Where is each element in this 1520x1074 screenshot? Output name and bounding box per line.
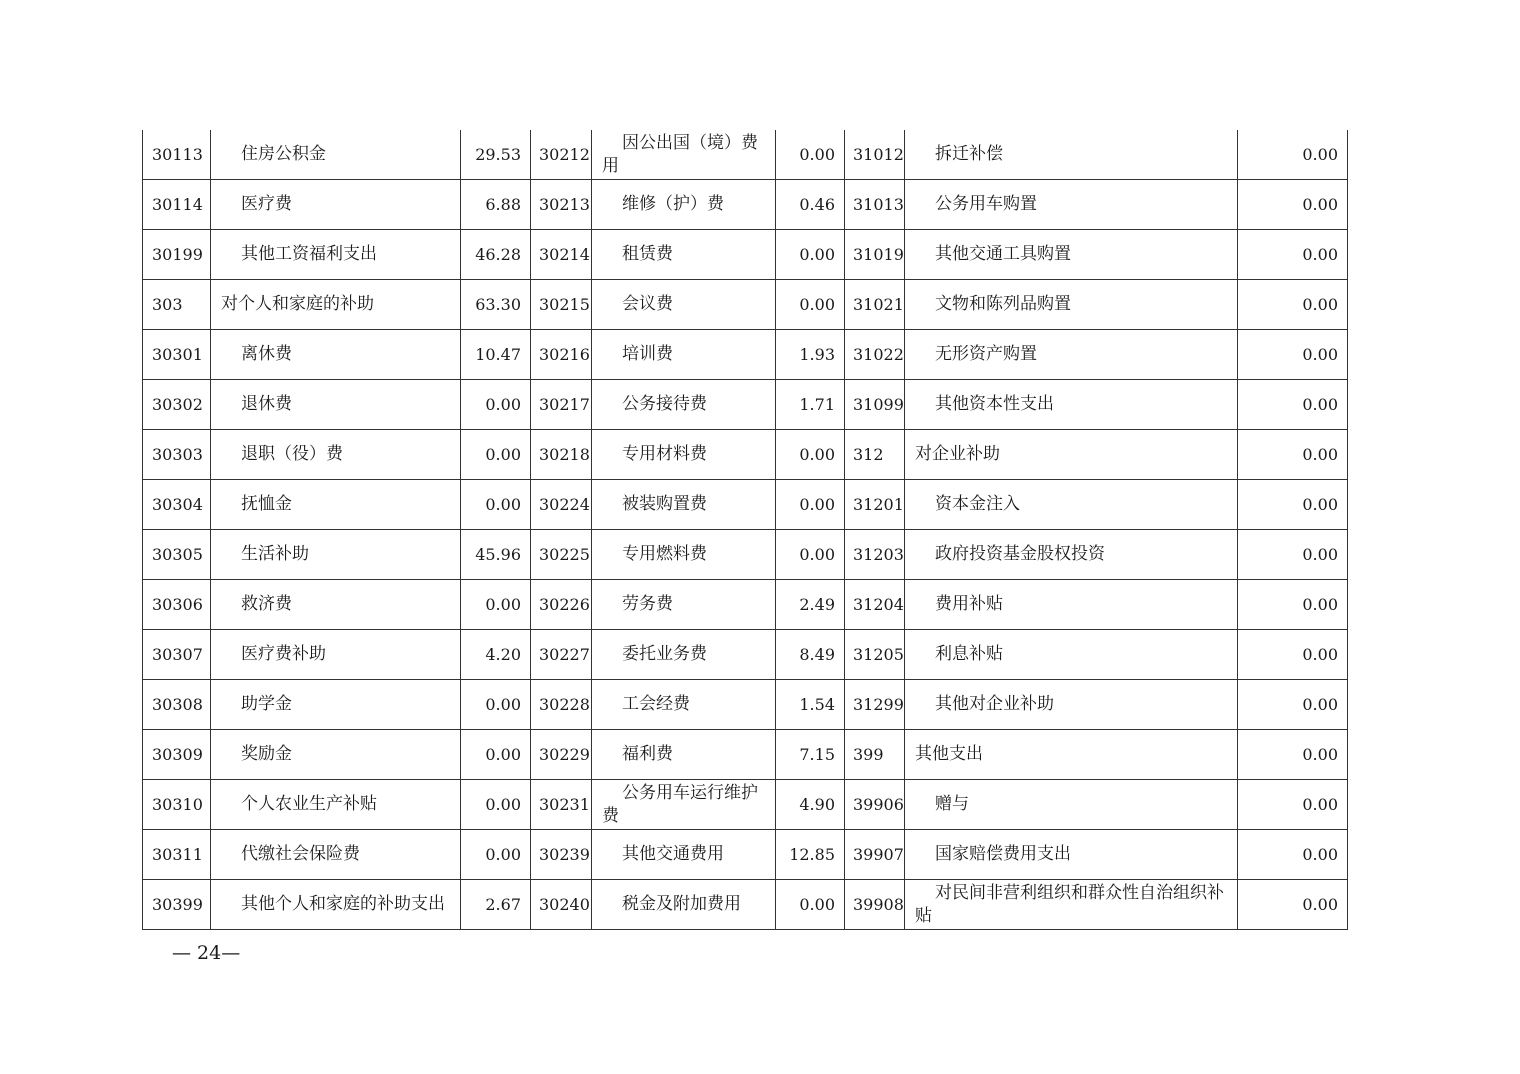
subject-name: 会议费 [622,294,673,314]
table-row [143,480,1348,530]
subject-code-cell: 31021 [845,280,905,330]
subject-name-cell [592,380,776,430]
subject-code-cell: 30114 [143,180,211,230]
subject-name-cell [211,130,461,180]
subject-name: 税金及附加费用 [622,894,741,914]
subject-name: 公务接待费 [622,394,707,414]
amount-cell: 0.00 [776,530,845,580]
amount-cell: 10.47 [461,330,531,380]
subject-code-cell: 30231 [531,780,592,830]
subject-code-cell: 30301 [143,330,211,380]
subject-name: 其他支出 [915,744,983,764]
subject-name-cell [905,480,1238,530]
subject-name-cell [211,530,461,580]
subject-name-cell [905,180,1238,230]
table-row [143,730,1348,780]
table-row [143,530,1348,580]
subject-name: 其他资本性支出 [935,394,1054,414]
subject-name: 利息补贴 [935,644,1003,664]
amount-cell: 0.00 [1238,280,1348,330]
subject-code-cell: 31204 [845,580,905,630]
subject-name: 奖励金 [241,744,292,764]
subject-code-cell: 39906 [845,780,905,830]
subject-code-cell: 30225 [531,530,592,580]
amount-cell: 0.00 [1238,430,1348,480]
subject-code-cell: 31019 [845,230,905,280]
subject-name-cell [905,530,1238,580]
subject-name-cell [211,780,461,830]
subject-code-cell: 30304 [143,480,211,530]
subject-name: 无形资产购置 [935,344,1037,364]
subject-name: 劳务费 [622,594,673,614]
subject-name: 离休费 [241,344,292,364]
subject-name-cell [905,130,1238,180]
subject-name: 其他个人和家庭的补助支出 [241,894,445,914]
subject-code-cell: 30226 [531,580,592,630]
subject-code-cell: 31012 [845,130,905,180]
subject-name: 培训费 [622,344,673,364]
subject-name-cell [592,680,776,730]
table-row [143,230,1348,280]
subject-name-cell [592,430,776,480]
subject-name: 公务用车运行维护费 [602,782,758,826]
amount-cell: 0.00 [1238,830,1348,880]
subject-code-cell: 30309 [143,730,211,780]
table-row [143,630,1348,680]
amount-cell: 0.00 [1238,130,1348,180]
subject-code-cell: 31022 [845,330,905,380]
budget-sheet [142,130,1347,930]
amount-cell: 1.54 [776,680,845,730]
subject-name: 其他工资福利支出 [241,244,377,264]
subject-name-cell [592,630,776,680]
amount-cell: 0.00 [776,430,845,480]
subject-code-cell: 30307 [143,630,211,680]
subject-name-cell [211,230,461,280]
amount-cell: 0.00 [461,680,531,730]
amount-cell: 0.00 [776,230,845,280]
amount-cell: 4.90 [776,780,845,830]
amount-cell: 0.00 [461,780,531,830]
table-row [143,680,1348,730]
amount-cell: 0.00 [1238,480,1348,530]
expenditure-table [142,130,1348,930]
subject-name: 其他对企业补助 [935,694,1054,714]
subject-name: 救济费 [241,594,292,614]
subject-code-cell: 30212 [531,130,592,180]
subject-code-cell: 30305 [143,530,211,580]
amount-cell: 0.00 [1238,530,1348,580]
subject-code-cell: 30302 [143,380,211,430]
subject-name: 因公出国（境）费用 [602,132,758,176]
subject-name: 助学金 [241,694,292,714]
subject-name: 医疗费 [241,194,292,214]
subject-name-cell [592,180,776,230]
table-row [143,330,1348,380]
subject-name: 资本金注入 [935,494,1020,514]
subject-name-cell [905,430,1238,480]
subject-name: 住房公积金 [241,144,326,164]
subject-name-cell [211,630,461,680]
subject-code-cell: 30113 [143,130,211,180]
amount-cell: 8.49 [776,630,845,680]
amount-cell: 0.00 [1238,630,1348,680]
amount-cell: 2.49 [776,580,845,630]
subject-name-cell [905,780,1238,830]
subject-code-cell: 31013 [845,180,905,230]
subject-code-cell: 30229 [531,730,592,780]
subject-code-cell: 30216 [531,330,592,380]
subject-code-cell: 31203 [845,530,905,580]
subject-name-cell [905,830,1238,880]
table-body [143,130,1348,930]
subject-code-cell: 30310 [143,780,211,830]
subject-name-cell [905,280,1238,330]
subject-name-cell [592,280,776,330]
amount-cell: 6.88 [461,180,531,230]
subject-name-cell [905,680,1238,730]
amount-cell: 0.00 [461,730,531,780]
subject-code-cell: 303 [143,280,211,330]
subject-name-cell [211,180,461,230]
amount-cell: 0.00 [461,830,531,880]
subject-name: 退职（役）费 [241,444,343,464]
subject-name: 福利费 [622,744,673,764]
subject-name-cell [211,580,461,630]
amount-cell: 0.00 [1238,680,1348,730]
amount-cell: 0.00 [1238,330,1348,380]
amount-cell: 12.85 [776,830,845,880]
amount-cell: 0.00 [1238,580,1348,630]
subject-name: 专用燃料费 [622,544,707,564]
subject-code-cell: 31205 [845,630,905,680]
amount-cell: 0.00 [776,880,845,930]
subject-name-cell [211,380,461,430]
table-row [143,780,1348,830]
amount-cell: 0.00 [1238,180,1348,230]
amount-cell: 1.93 [776,330,845,380]
table-row [143,880,1348,930]
subject-name: 工会经费 [622,694,690,714]
subject-name-cell [905,630,1238,680]
amount-cell: 0.00 [1238,880,1348,930]
amount-cell: 0.00 [1238,380,1348,430]
subject-name: 维修（护）费 [622,194,724,214]
subject-name-cell [592,130,776,180]
amount-cell: 0.00 [461,480,531,530]
subject-name: 国家赔偿费用支出 [935,844,1071,864]
subject-code-cell: 30214 [531,230,592,280]
table-row [143,830,1348,880]
subject-code-cell: 30227 [531,630,592,680]
subject-code-cell: 30399 [143,880,211,930]
subject-name: 代缴社会保险费 [241,844,360,864]
subject-name-cell [905,730,1238,780]
subject-name-cell [592,580,776,630]
subject-name: 抚恤金 [241,494,292,514]
amount-cell: 0.00 [1238,730,1348,780]
subject-name-cell [592,880,776,930]
amount-cell: 2.67 [461,880,531,930]
subject-name: 生活补助 [241,544,309,564]
subject-name: 被装购置费 [622,494,707,514]
subject-name-cell [211,730,461,780]
amount-cell: 45.96 [461,530,531,580]
subject-name-cell [905,230,1238,280]
subject-code-cell: 30311 [143,830,211,880]
subject-name: 个人农业生产补贴 [241,794,377,814]
amount-cell: 0.00 [776,480,845,530]
subject-name-cell [592,780,776,830]
amount-cell: 7.15 [776,730,845,780]
subject-name-cell [211,480,461,530]
amount-cell: 0.00 [1238,780,1348,830]
subject-code-cell: 31201 [845,480,905,530]
subject-name: 其他交通费用 [622,844,724,864]
amount-cell: 29.53 [461,130,531,180]
subject-name: 委托业务费 [622,644,707,664]
amount-cell: 0.00 [776,280,845,330]
amount-cell: 0.00 [776,130,845,180]
amount-cell: 0.00 [461,580,531,630]
subject-name: 对企业补助 [915,444,1000,464]
subject-name-cell [592,480,776,530]
table-row [143,380,1348,430]
subject-code-cell: 30308 [143,680,211,730]
subject-code-cell: 31299 [845,680,905,730]
subject-name: 费用补贴 [935,594,1003,614]
subject-name: 专用材料费 [622,444,707,464]
subject-code-cell: 39908 [845,880,905,930]
subject-name: 租赁费 [622,244,673,264]
subject-code-cell: 30240 [531,880,592,930]
subject-name: 对民间非营利组织和群众性自治组织补贴 [915,882,1224,926]
page-number: — 24— [172,942,241,964]
subject-name: 医疗费补助 [241,644,326,664]
table-row [143,130,1348,180]
subject-name-cell [211,830,461,880]
subject-code-cell: 30306 [143,580,211,630]
subject-name-cell [905,380,1238,430]
amount-cell: 0.46 [776,180,845,230]
subject-code-cell: 30215 [531,280,592,330]
subject-name: 退休费 [241,394,292,414]
subject-name: 赠与 [935,794,969,814]
subject-name-cell [905,330,1238,380]
amount-cell: 0.00 [461,380,531,430]
subject-code-cell: 30213 [531,180,592,230]
subject-name-cell [592,330,776,380]
table-row [143,430,1348,480]
subject-name: 政府投资基金股权投资 [935,544,1105,564]
subject-code-cell: 30224 [531,480,592,530]
subject-code-cell: 30218 [531,430,592,480]
subject-name-cell [211,880,461,930]
subject-name-cell [592,230,776,280]
table-row [143,580,1348,630]
subject-name-cell [211,680,461,730]
subject-name-cell [211,280,461,330]
table-row [143,280,1348,330]
amount-cell: 46.28 [461,230,531,280]
subject-code-cell: 30303 [143,430,211,480]
subject-name: 拆迁补偿 [935,144,1003,164]
subject-name: 文物和陈列品购置 [935,294,1071,314]
amount-cell: 0.00 [461,430,531,480]
subject-code-cell: 30217 [531,380,592,430]
subject-code-cell: 30228 [531,680,592,730]
subject-code-cell: 31099 [845,380,905,430]
subject-name-cell [211,330,461,380]
subject-name: 其他交通工具购置 [935,244,1071,264]
amount-cell: 4.20 [461,630,531,680]
subject-name-cell [211,430,461,480]
subject-code-cell: 39907 [845,830,905,880]
subject-name-cell [592,730,776,780]
subject-name-cell [592,830,776,880]
subject-code-cell: 30239 [531,830,592,880]
subject-code-cell: 312 [845,430,905,480]
subject-code-cell: 399 [845,730,905,780]
table-row [143,180,1348,230]
subject-name: 公务用车购置 [935,194,1037,214]
subject-name-cell [905,580,1238,630]
amount-cell: 1.71 [776,380,845,430]
amount-cell: 0.00 [1238,230,1348,280]
amount-cell: 63.30 [461,280,531,330]
subject-name-cell [592,530,776,580]
subject-code-cell: 30199 [143,230,211,280]
subject-name: 对个人和家庭的补助 [221,294,374,314]
subject-name-cell [905,880,1238,930]
